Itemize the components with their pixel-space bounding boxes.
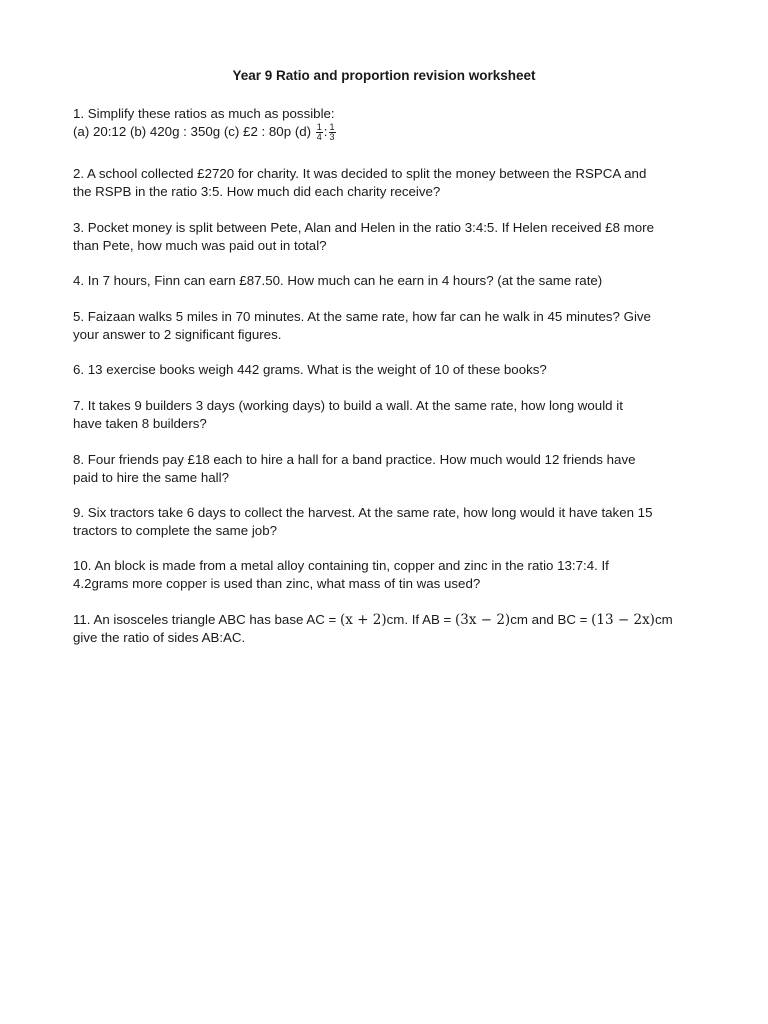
question-3 [73,219,703,255]
question-2-line-1: 2. A school collected £2720 for charity. It was decided to split the money between the RSPCA and [73,166,647,181]
ratio-c: (c) £2 : 80p [223,124,292,140]
question-8-line-1: 8. Four friends pay £18 each to hire a hall for a band practice. How much would 12 friends have [73,452,636,467]
ratio-a: (a) 20:12 [73,124,127,140]
question-10 [73,557,703,593]
question-7-line-2: have taken 8 builders? [73,416,207,431]
expression-ac: (x + 2) [339,612,387,628]
question-9-line-2: tractors to complete the same job? [73,523,277,538]
question-3-line-2: than Pete, how much was paid out in total? [73,238,327,253]
question-9-line-1: 9. Six tractors take 6 days to collect the harvest. At the same rate, how long would it have taken 15 [73,505,653,520]
ratio-d-label: (d) [294,124,312,140]
question-2 [73,165,703,201]
question-6 [73,361,703,379]
fraction-one-third [329,123,336,142]
question-7-line-1: 7. It takes 9 builders 3 days (working days) to build a wall. At the same rate, how long would it [73,398,623,413]
question-10-line-1: 10. An block is made from a metal alloy containing tin, copper and zinc in the ratio 13:7:4. If [73,558,609,573]
question-4-line-1: 4. In 7 hours, Finn can earn £87.50. How much can he earn in 4 hours? (at the same rate) [73,273,603,288]
question-9 [73,504,703,540]
fraction-one-quarter [316,123,323,142]
worksheet-title: Year 9 Ratio and proportion revision worksheet [232,68,536,83]
question-6-line-1: 6. 13 exercise books weigh 442 grams. What is the weight of 10 of these books? [73,362,547,377]
expression-ab: (3x − 2) [454,612,511,628]
question-1-line-2 [73,123,703,142]
question-11-text-1: 11. An isosceles triangle ABC has base AC = [73,612,340,627]
ratio-b: (b) 420g : 350g [129,124,221,140]
question-5 [73,308,703,344]
question-11-text-2: cm. If AB = [386,612,455,627]
expression-bc: (13 − 2x) [591,612,655,628]
fraction-numerator: 1 [316,122,322,132]
question-3-line-1: 3. Pocket money is split between Pete, Alan and Helen in the ratio 3:4:5. If Helen received £8 more [73,220,654,235]
question-11 [73,611,703,647]
question-2-line-2: the RSPB in the ratio 3:5. How much did each charity receive? [73,184,441,199]
question-5-line-2: your answer to 2 significant figures. [73,327,282,342]
question-8 [73,451,703,487]
question-11-text-3: cm and BC = [510,612,592,627]
question-5-line-1: 5. Faizaan walks 5 miles in 70 minutes. At the same rate, how far can he walk in 45 minutes? Give [73,309,651,324]
fraction-numerator: 1 [329,122,335,132]
fraction-denominator: 3 [329,132,335,142]
question-1-line-1: 1. Simplify these ratios as much as possible: [73,106,335,121]
ratio-separator: : [323,124,328,140]
question-11-text-4: cm [654,612,673,627]
question-1 [73,105,703,142]
question-10-line-2: 4.2grams more copper is used than zinc, what mass of tin was used? [73,576,481,591]
fraction-denominator: 4 [316,132,322,142]
question-11-line-1 [73,611,703,629]
question-8-line-2: paid to hire the same hall? [73,470,229,485]
question-7 [73,397,703,433]
question-11-line-2: give the ratio of sides AB:AC. [73,630,246,645]
question-4 [73,272,703,290]
